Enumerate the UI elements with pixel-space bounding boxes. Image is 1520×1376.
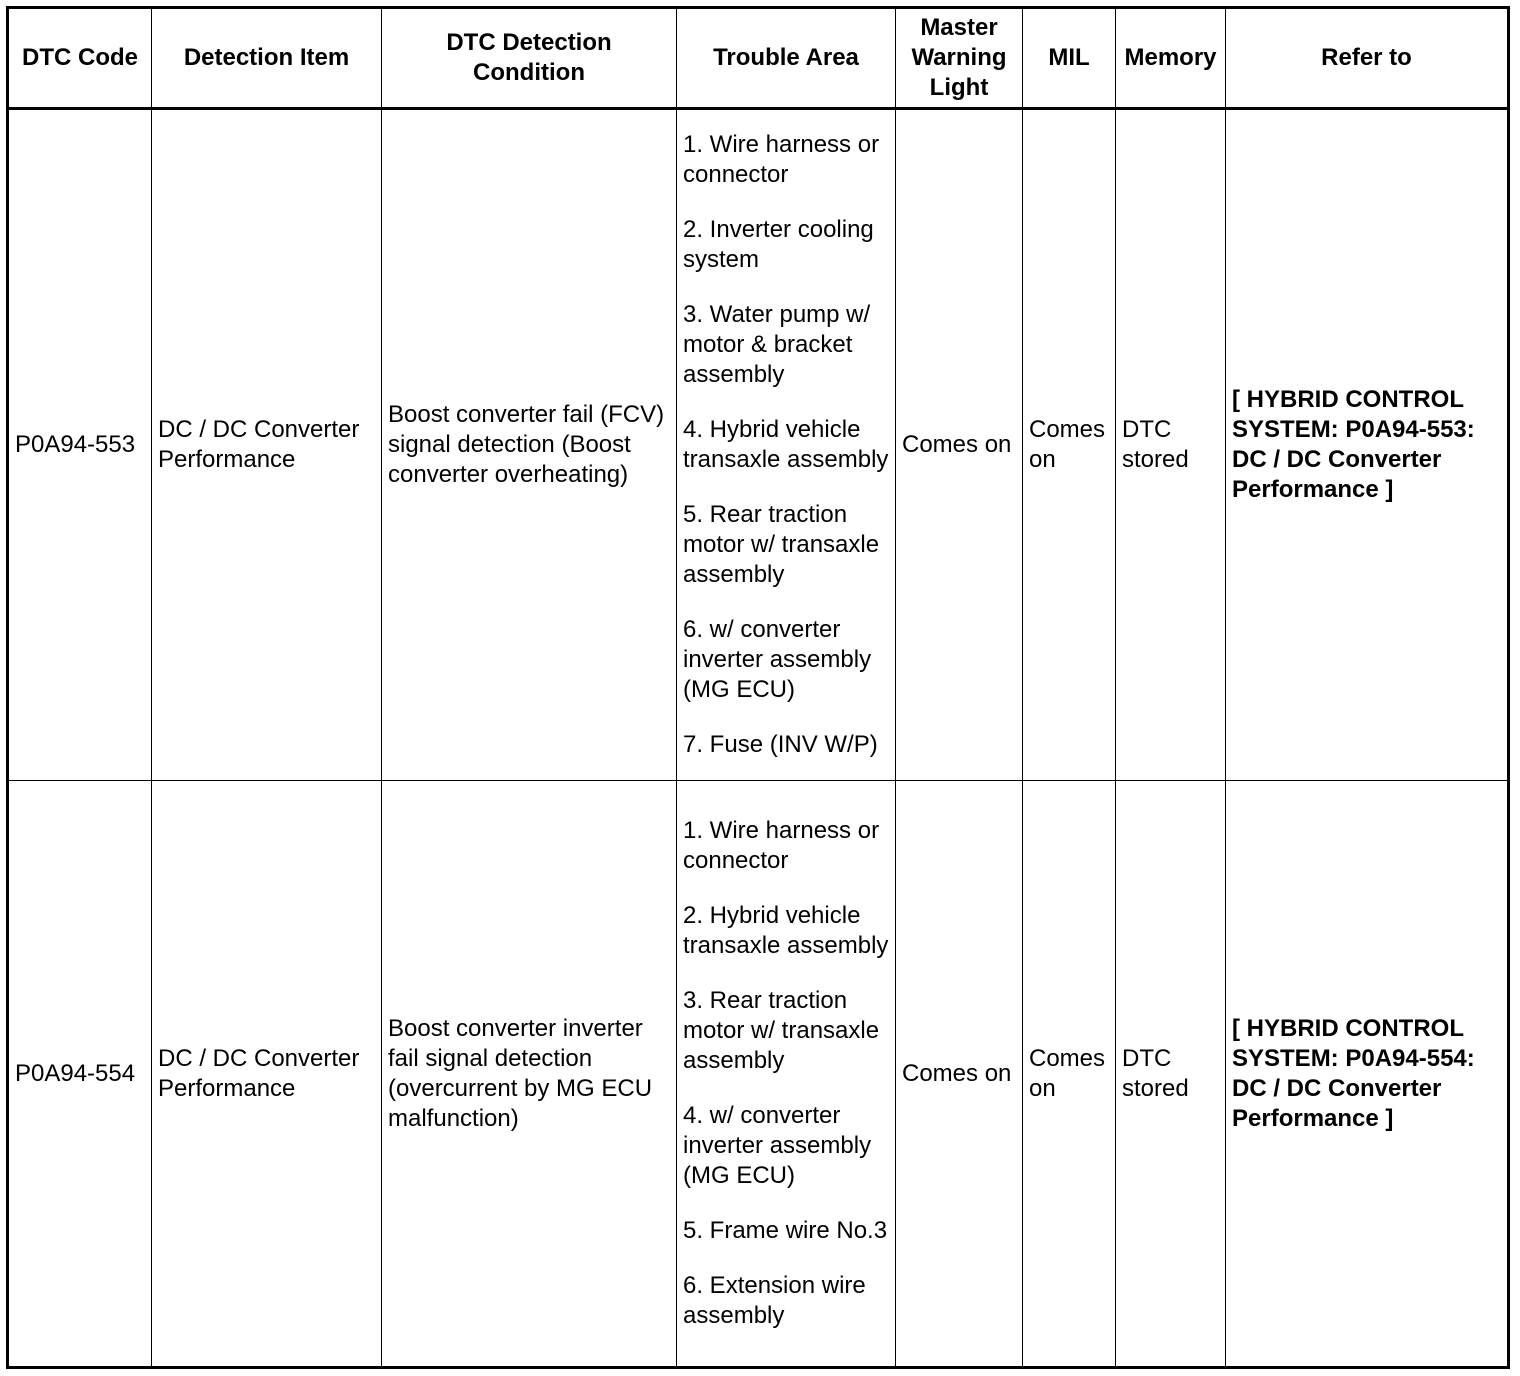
master-warning-light-cell: Comes on [896,781,1023,1368]
detection-item-cell: DC / DC Converter Performance [152,109,382,781]
header-dtc-code: DTC Code [8,8,152,109]
memory-cell: DTC stored [1116,109,1226,781]
trouble-area-item: 3. Rear traction motor w/ transaxle assembly [683,987,880,1074]
mil-cell: Comes on [1023,109,1116,781]
trouble-area-item: 5. Rear traction motor w/ transaxle assembly [683,501,880,588]
detection-condition-cell: Boost converter inverter fail signal detection (overcurrent by MG ECU malfunction) [382,781,677,1368]
detection-condition-cell: Boost converter fail (FCV) signal detection (Boost converter overheating) [382,109,677,781]
header-row [8,8,1509,109]
header-mil: MIL [1023,8,1116,109]
trouble-area-item: 2. Hybrid vehicle transaxle assembly [683,902,889,959]
trouble-area-item: 2. Inverter cooling system [683,216,874,273]
table-row [8,781,1509,1368]
trouble-area-item: 1. Wire harness or connector [683,817,880,874]
dtc-code-cell: P0A94-554 [8,781,152,1368]
trouble-area-item: 6. Extension wire assembly [683,1272,866,1329]
trouble-area-cell [677,109,896,781]
refer-to-link[interactable]: [ HYBRID CONTROL SYSTEM: P0A94-553: DC / DC Converter Performance ] [1226,109,1509,781]
memory-cell: DTC stored [1116,781,1226,1368]
trouble-area-item: 5. Frame wire No.3 [683,1217,888,1244]
mil-cell: Comes on [1023,781,1116,1368]
table-row [8,109,1509,781]
trouble-area-item: 4. Hybrid vehicle transaxle assembly [683,416,889,473]
header-refer-to: Refer to [1226,8,1509,109]
trouble-area-item: 3. Water pump w/ motor & bracket assembly [683,301,871,388]
master-warning-light-cell: Comes on [896,109,1023,781]
dtc-code-cell: P0A94-553 [8,109,152,781]
header-master-warning-light: Master Warning Light [896,8,1023,109]
header-detection-item: Detection Item [152,8,382,109]
refer-to-link[interactable]: [ HYBRID CONTROL SYSTEM: P0A94-554: DC / DC Converter Performance ] [1226,781,1509,1368]
header-memory: Memory [1116,8,1226,109]
header-detection-condition: DTC Detection Condition [382,8,677,109]
trouble-area-item: 6. w/ converter inverter assembly (MG ECU) [683,616,872,703]
trouble-area-item: 7. Fuse (INV W/P) [683,731,878,758]
header-trouble-area: Trouble Area [677,8,896,109]
trouble-area-item: 1. Wire harness or connector [683,131,880,188]
trouble-area-item: 4. w/ converter inverter assembly (MG ECU) [683,1102,872,1189]
detection-item-cell: DC / DC Converter Performance [152,781,382,1368]
trouble-area-cell [677,781,896,1368]
dtc-table [6,6,1510,1369]
